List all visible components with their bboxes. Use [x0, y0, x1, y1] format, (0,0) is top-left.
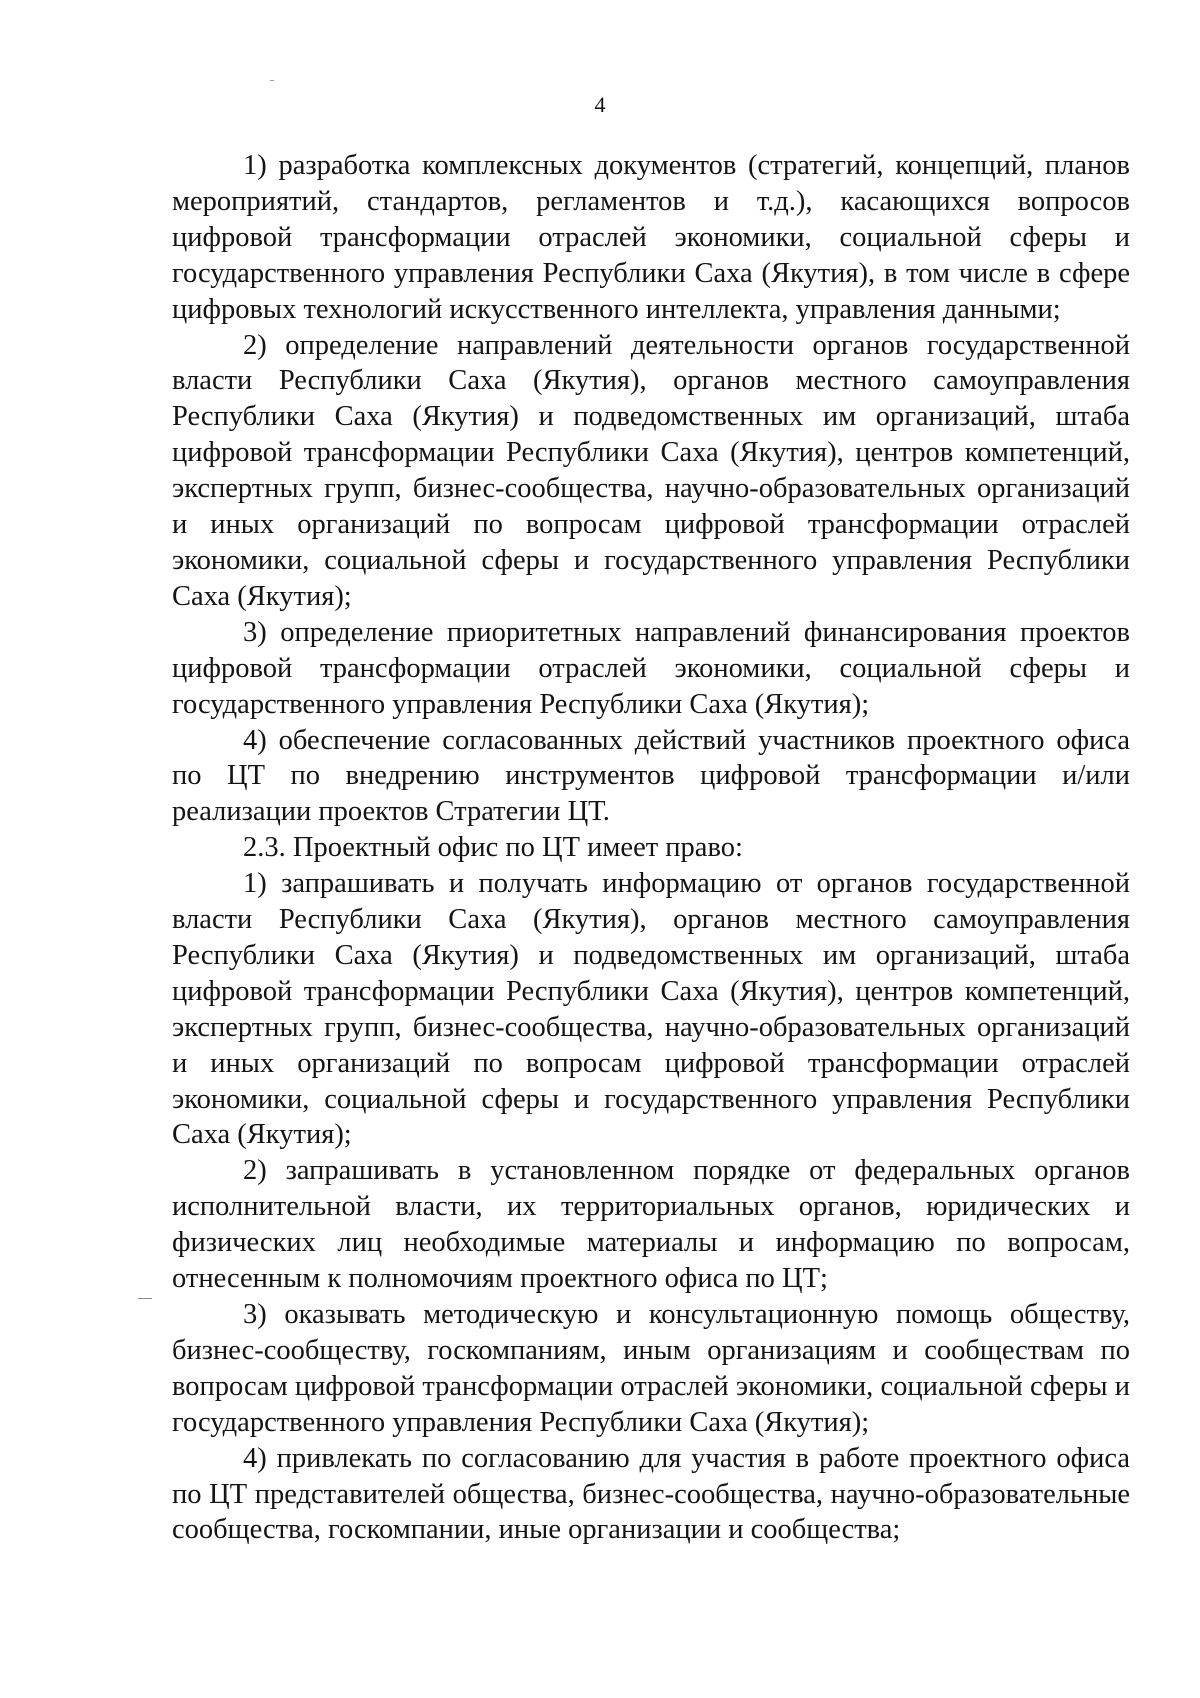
paragraph-right-3: 3) оказывать методическую и консультационную помощь обществу, бизнес-сообществу, госкомпаниям, иным организациям и сообществам по вопросам цифровой трансформации отраслей экономики, социальной сферы и государственного управления Республики Саха (Якутия);	[172, 1299, 1130, 1438]
paragraph-task-2: 2) определение направлений деятельности органов государственной власти Республики Саха (Якутия), органов местного самоуправления Республики Саха (Якутия) и подведомственных им организаций, штаба цифровой трансформации Республики Саха (Якутия), центров компетенций, экспертных групп, бизнес-сообщества, научно-образовательных организаций и иных организаций по вопросам цифровой трансформации отраслей экономики, социальной сферы и государственного управления Республики Саха (Якутия);	[172, 329, 1130, 612]
section-heading-rights: 2.3. Проектный офис по ЦТ имеет право:	[243, 832, 743, 864]
scan-speck	[270, 80, 274, 81]
document-body	[172, 148, 1130, 1548]
paragraph-task-1: 1) разработка комплексных документов (стратегий, концепций, планов мероприятий, стандартов, регламентов и т.д.), касающихся вопросов цифровой трансформации отраслей экономики, социальной сферы и государственного управления Республики Саха (Якутия), в том числе в сфере цифровых технологий искусственного интеллекта, управления данными;	[172, 150, 1130, 325]
page-number: 4	[594, 92, 606, 117]
paragraph-task-3: 3) определение приоритетных направлений финансирования проектов цифровой трансформации отраслей экономики, социальной сферы и государственного управления Республики Саха (Якутия);	[172, 616, 1130, 720]
paragraph-task-4: 4) обеспечение согласованных действий участников проектного офиса по ЦТ по внедрению инструментов цифровой трансформации и/или реализации проектов Стратегии ЦТ.	[172, 724, 1130, 828]
paragraph-right-2: 2) запрашивать в установленном порядке от федеральных органов исполнительной власти, их территориальных органов, юридических и физических лиц необходимые материалы и информацию по вопросам, отнесенным к полномочиям проектного офиса по ЦТ;	[172, 1155, 1130, 1295]
paragraph-right-1: 1) запрашивать и получать информацию от органов государственной власти Республики Саха (Якутия), органов местного самоуправления Республики Саха (Якутия) и подведомственных им организаций, штаба цифровой трансформации Республики Саха (Якутия), центров компетенций, экспертных групп, бизнес-сообщества, научно-образовательных организаций и иных организаций по вопросам цифровой трансформации отраслей экономики, социальной сферы и государственного управления Республики Саха (Якутия);	[172, 868, 1130, 1151]
scan-margin-mark	[138, 1298, 152, 1299]
paragraph-right-4: 4) привлекать по согласованию для участия в работе проектного офиса по ЦТ представителей общества, бизнес-сообщества, научно-образовательные сообщества, госкомпании, иные организации и сообщества;	[172, 1442, 1130, 1546]
